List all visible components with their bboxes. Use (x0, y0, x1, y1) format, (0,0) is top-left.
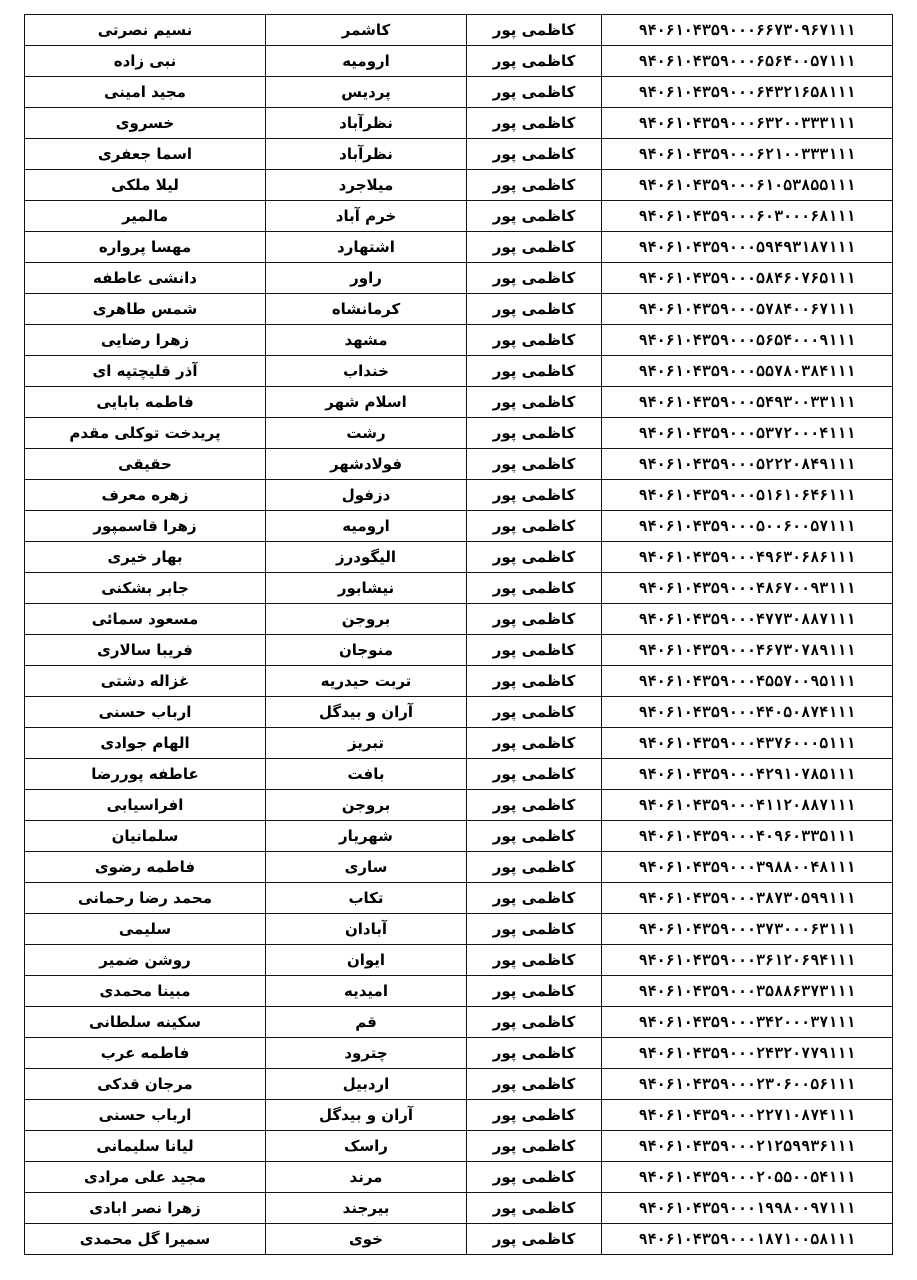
record-code: ۹۴۰۶۱۰۴۳۵۹۰۰۰۴۰۹۶۰۳۳۵۱۱۱ (602, 821, 893, 852)
person-name-cell: دانشی عاطفه (25, 263, 266, 294)
city-cell: الیگودرز (266, 542, 467, 573)
record-code: ۹۴۰۶۱۰۴۳۵۹۰۰۰۴۶۷۳۰۷۸۹۱۱۱ (602, 635, 893, 666)
city-cell: ارومیه (266, 511, 467, 542)
last-name-cell: کاظمی پور (467, 759, 602, 790)
last-name-cell: کاظمی پور (467, 945, 602, 976)
record-code: ۹۴۰۶۱۰۴۳۵۹۰۰۰۵۴۹۳۰۰۳۳۱۱۱ (602, 387, 893, 418)
person-name-cell: جابر بشکنی (25, 573, 266, 604)
city-cell: امیدیه (266, 976, 467, 1007)
person-name-cell: فاطمه بابایی (25, 387, 266, 418)
record-code: ۹۴۰۶۱۰۴۳۵۹۰۰۰۴۲۹۱۰۷۸۵۱۱۱ (602, 759, 893, 790)
person-name-cell: زهرا نصر ابادی (25, 1193, 266, 1224)
city-cell: اردبیل (266, 1069, 467, 1100)
table-row (25, 635, 893, 666)
record-code: ۹۴۰۶۱۰۴۳۵۹۰۰۰۶۶۷۳۰۹۶۷۱۱۱ (602, 15, 893, 46)
table-row (25, 170, 893, 201)
city-cell: قم (266, 1007, 467, 1038)
table-row (25, 883, 893, 914)
city-cell: نیشابور (266, 573, 467, 604)
last-name-cell: کاظمی پور (467, 1131, 602, 1162)
city-cell: خوی (266, 1224, 467, 1255)
table-row (25, 294, 893, 325)
person-name-cell: پریدخت توکلی مقدم (25, 418, 266, 449)
table-row (25, 325, 893, 356)
person-name-cell: الهام جوادی (25, 728, 266, 759)
record-code: ۹۴۰۶۱۰۴۳۵۹۰۰۰۱۹۹۸۰۰۹۷۱۱۱ (602, 1193, 893, 1224)
table-row (25, 232, 893, 263)
last-name-cell: کاظمی پور (467, 15, 602, 46)
city-cell: بافت (266, 759, 467, 790)
table-row (25, 976, 893, 1007)
person-name-cell: مسعود سمائی (25, 604, 266, 635)
person-name-cell: نبی زاده (25, 46, 266, 77)
table-row (25, 263, 893, 294)
record-code: ۹۴۰۶۱۰۴۳۵۹۰۰۰۴۵۵۷۰۰۹۵۱۱۱ (602, 666, 893, 697)
city-cell: تکاب (266, 883, 467, 914)
record-code: ۹۴۰۶۱۰۴۳۵۹۰۰۰۱۸۷۱۰۰۵۸۱۱۱ (602, 1224, 893, 1255)
last-name-cell: کاظمی پور (467, 139, 602, 170)
last-name-cell: کاظمی پور (467, 1007, 602, 1038)
table-row (25, 480, 893, 511)
records-table-body (25, 15, 893, 1255)
table-row (25, 728, 893, 759)
person-name-cell: لیلا ملکی (25, 170, 266, 201)
person-name-cell: خسروی (25, 108, 266, 139)
city-cell: رشت (266, 418, 467, 449)
record-code: ۹۴۰۶۱۰۴۳۵۹۰۰۰۵۳۷۲۰۰۰۴۱۱۱ (602, 418, 893, 449)
record-code: ۹۴۰۶۱۰۴۳۵۹۰۰۰۶۱۰۵۳۸۵۵۱۱۱ (602, 170, 893, 201)
last-name-cell: کاظمی پور (467, 976, 602, 1007)
person-name-cell: لیانا سلیمانی (25, 1131, 266, 1162)
city-cell: اشتهارد (266, 232, 467, 263)
last-name-cell: کاظمی پور (467, 1224, 602, 1255)
last-name-cell: کاظمی پور (467, 449, 602, 480)
record-code: ۹۴۰۶۱۰۴۳۵۹۰۰۰۶۰۳۰۰۰۶۸۱۱۱ (602, 201, 893, 232)
person-name-cell: زهرا قاسمپور (25, 511, 266, 542)
record-code: ۹۴۰۶۱۰۴۳۵۹۰۰۰۲۰۵۵۰۰۵۴۱۱۱ (602, 1162, 893, 1193)
table-row (25, 914, 893, 945)
table-row (25, 604, 893, 635)
city-cell: تبریز (266, 728, 467, 759)
person-name-cell: سکینه سلطانی (25, 1007, 266, 1038)
city-cell: خنداب (266, 356, 467, 387)
person-name-cell: روشن ضمیر (25, 945, 266, 976)
record-code: ۹۴۰۶۱۰۴۳۵۹۰۰۰۶۳۲۰۰۳۳۳۱۱۱ (602, 108, 893, 139)
city-cell: اسلام شهر (266, 387, 467, 418)
person-name-cell: زهره معرف (25, 480, 266, 511)
table-row (25, 697, 893, 728)
last-name-cell: کاظمی پور (467, 511, 602, 542)
city-cell: فولادشهر (266, 449, 467, 480)
record-code: ۹۴۰۶۱۰۴۳۵۹۰۰۰۳۴۲۰۰۰۳۷۱۱۱ (602, 1007, 893, 1038)
last-name-cell: کاظمی پور (467, 325, 602, 356)
city-cell: مرند (266, 1162, 467, 1193)
city-cell: منوجان (266, 635, 467, 666)
person-name-cell: زهرا رضایی (25, 325, 266, 356)
record-code: ۹۴۰۶۱۰۴۳۵۹۰۰۰۶۵۶۴۰۰۵۷۱۱۱ (602, 46, 893, 77)
table-row (25, 15, 893, 46)
city-cell: آران و بیدگل (266, 697, 467, 728)
table-row (25, 356, 893, 387)
last-name-cell: کاظمی پور (467, 387, 602, 418)
city-cell: میلاجرد (266, 170, 467, 201)
last-name-cell: کاظمی پور (467, 170, 602, 201)
last-name-cell: کاظمی پور (467, 46, 602, 77)
last-name-cell: کاظمی پور (467, 790, 602, 821)
city-cell: چترود (266, 1038, 467, 1069)
record-code: ۹۴۰۶۱۰۴۳۵۹۰۰۰۳۹۸۸۰۰۴۸۱۱۱ (602, 852, 893, 883)
table-row (25, 46, 893, 77)
table-row (25, 1007, 893, 1038)
record-code: ۹۴۰۶۱۰۴۳۵۹۰۰۰۶۴۳۲۱۶۵۸۱۱۱ (602, 77, 893, 108)
city-cell: راور (266, 263, 467, 294)
city-cell: بروجن (266, 790, 467, 821)
last-name-cell: کاظمی پور (467, 480, 602, 511)
city-cell: بیرجند (266, 1193, 467, 1224)
last-name-cell: کاظمی پور (467, 604, 602, 635)
table-row (25, 945, 893, 976)
record-code: ۹۴۰۶۱۰۴۳۵۹۰۰۰۵۲۲۲۰۸۴۹۱۱۱ (602, 449, 893, 480)
table-row (25, 418, 893, 449)
record-code: ۹۴۰۶۱۰۴۳۵۹۰۰۰۴۹۶۳۰۶۸۶۱۱۱ (602, 542, 893, 573)
record-code: ۹۴۰۶۱۰۴۳۵۹۰۰۰۳۷۳۰۰۰۶۳۱۱۱ (602, 914, 893, 945)
person-name-cell: فاطمه رضوی (25, 852, 266, 883)
table-row (25, 449, 893, 480)
last-name-cell: کاظمی پور (467, 635, 602, 666)
table-row (25, 1038, 893, 1069)
person-name-cell: مجید علی مرادی (25, 1162, 266, 1193)
record-code: ۹۴۰۶۱۰۴۳۵۹۰۰۰۴۸۶۷۰۰۹۳۱۱۱ (602, 573, 893, 604)
table-row (25, 139, 893, 170)
table-row (25, 821, 893, 852)
person-name-cell: فریبا سالاری (25, 635, 266, 666)
last-name-cell: کاظمی پور (467, 294, 602, 325)
city-cell: آران و بیدگل (266, 1100, 467, 1131)
person-name-cell: مرجان قدکی (25, 1069, 266, 1100)
last-name-cell: کاظمی پور (467, 728, 602, 759)
record-code: ۹۴۰۶۱۰۴۳۵۹۰۰۰۴۱۱۲۰۸۸۷۱۱۱ (602, 790, 893, 821)
person-name-cell: محمد رضا رحمانی (25, 883, 266, 914)
city-cell: شهریار (266, 821, 467, 852)
last-name-cell: کاظمی پور (467, 573, 602, 604)
record-code: ۹۴۰۶۱۰۴۳۵۹۰۰۰۴۴۰۵۰۸۷۴۱۱۱ (602, 697, 893, 728)
last-name-cell: کاظمی پور (467, 666, 602, 697)
table-row (25, 1193, 893, 1224)
last-name-cell: کاظمی پور (467, 418, 602, 449)
person-name-cell: غزاله دشتی (25, 666, 266, 697)
record-code: ۹۴۰۶۱۰۴۳۵۹۰۰۰۵۵۷۸۰۳۸۴۱۱۱ (602, 356, 893, 387)
last-name-cell: کاظمی پور (467, 263, 602, 294)
record-code: ۹۴۰۶۱۰۴۳۵۹۰۰۰۳۵۸۸۶۳۷۳۱۱۱ (602, 976, 893, 1007)
last-name-cell: کاظمی پور (467, 883, 602, 914)
record-code: ۹۴۰۶۱۰۴۳۵۹۰۰۰۵۶۵۴۰۰۰۹۱۱۱ (602, 325, 893, 356)
person-name-cell: سمیرا گل محمدی (25, 1224, 266, 1255)
city-cell: خرم آباد (266, 201, 467, 232)
last-name-cell: کاظمی پور (467, 852, 602, 883)
record-code: ۹۴۰۶۱۰۴۳۵۹۰۰۰۴۳۷۶۰۰۰۵۱۱۱ (602, 728, 893, 759)
record-code: ۹۴۰۶۱۰۴۳۵۹۰۰۰۲۲۷۱۰۸۷۴۱۱۱ (602, 1100, 893, 1131)
record-code: ۹۴۰۶۱۰۴۳۵۹۰۰۰۲۴۳۲۰۷۷۹۱۱۱ (602, 1038, 893, 1069)
person-name-cell: شمس طاهری (25, 294, 266, 325)
last-name-cell: کاظمی پور (467, 77, 602, 108)
table-row (25, 542, 893, 573)
table-row (25, 852, 893, 883)
record-code: ۹۴۰۶۱۰۴۳۵۹۰۰۰۵۱۶۱۰۶۴۶۱۱۱ (602, 480, 893, 511)
table-row (25, 573, 893, 604)
city-cell: راسک (266, 1131, 467, 1162)
person-name-cell: مهسا پرواره (25, 232, 266, 263)
person-name-cell: نسیم نصرتی (25, 15, 266, 46)
table-row (25, 759, 893, 790)
record-code: ۹۴۰۶۱۰۴۳۵۹۰۰۰۵۰۰۶۰۰۵۷۱۱۱ (602, 511, 893, 542)
last-name-cell: کاظمی پور (467, 1162, 602, 1193)
last-name-cell: کاظمی پور (467, 914, 602, 945)
person-name-cell: فاطمه عرب (25, 1038, 266, 1069)
table-row (25, 1069, 893, 1100)
person-name-cell: حقیقی (25, 449, 266, 480)
last-name-cell: کاظمی پور (467, 1193, 602, 1224)
person-name-cell: اسما جعفری (25, 139, 266, 170)
record-code: ۹۴۰۶۱۰۴۳۵۹۰۰۰۳۸۷۳۰۵۹۹۱۱۱ (602, 883, 893, 914)
person-name-cell: سلمانیان (25, 821, 266, 852)
record-code: ۹۴۰۶۱۰۴۳۵۹۰۰۰۵۹۴۹۳۱۸۷۱۱۱ (602, 232, 893, 263)
last-name-cell: کاظمی پور (467, 1069, 602, 1100)
last-name-cell: کاظمی پور (467, 821, 602, 852)
last-name-cell: کاظمی پور (467, 356, 602, 387)
person-name-cell: بهار خیری (25, 542, 266, 573)
last-name-cell: کاظمی پور (467, 108, 602, 139)
person-name-cell: عاطفه پوررضا (25, 759, 266, 790)
city-cell: نظرآباد (266, 139, 467, 170)
person-name-cell: سلیمی (25, 914, 266, 945)
record-code: ۹۴۰۶۱۰۴۳۵۹۰۰۰۴۷۷۳۰۸۸۷۱۱۱ (602, 604, 893, 635)
person-name-cell: مجید امینی (25, 77, 266, 108)
last-name-cell: کاظمی پور (467, 542, 602, 573)
table-row (25, 1162, 893, 1193)
last-name-cell: کاظمی پور (467, 201, 602, 232)
person-name-cell: آذر قلیچتپه ای (25, 356, 266, 387)
table-row (25, 387, 893, 418)
city-cell: کاشمر (266, 15, 467, 46)
city-cell: دزفول (266, 480, 467, 511)
table-row (25, 1100, 893, 1131)
person-name-cell: مالمیر (25, 201, 266, 232)
last-name-cell: کاظمی پور (467, 1038, 602, 1069)
city-cell: نظرآباد (266, 108, 467, 139)
city-cell: ارومیه (266, 46, 467, 77)
person-name-cell: افراسیابی (25, 790, 266, 821)
record-code: ۹۴۰۶۱۰۴۳۵۹۰۰۰۲۳۰۶۰۰۵۶۱۱۱ (602, 1069, 893, 1100)
last-name-cell: کاظمی پور (467, 232, 602, 263)
record-code: ۹۴۰۶۱۰۴۳۵۹۰۰۰۵۷۸۴۰۰۶۷۱۱۱ (602, 294, 893, 325)
table-row (25, 790, 893, 821)
person-name-cell: مبینا محمدی (25, 976, 266, 1007)
table-row (25, 511, 893, 542)
table-row (25, 108, 893, 139)
table-row (25, 1224, 893, 1255)
city-cell: ایوان (266, 945, 467, 976)
record-code: ۹۴۰۶۱۰۴۳۵۹۰۰۰۳۶۱۲۰۶۹۴۱۱۱ (602, 945, 893, 976)
city-cell: آبادان (266, 914, 467, 945)
record-code: ۹۴۰۶۱۰۴۳۵۹۰۰۰۵۸۴۶۰۷۶۵۱۱۱ (602, 263, 893, 294)
table-row (25, 201, 893, 232)
city-cell: تربت حیدریه (266, 666, 467, 697)
city-cell: مشهد (266, 325, 467, 356)
records-table (24, 14, 893, 1255)
table-row (25, 1131, 893, 1162)
city-cell: بروجن (266, 604, 467, 635)
table-row (25, 77, 893, 108)
person-name-cell: ارباب حسنی (25, 1100, 266, 1131)
last-name-cell: کاظمی پور (467, 697, 602, 728)
city-cell: ساری (266, 852, 467, 883)
record-code: ۹۴۰۶۱۰۴۳۵۹۰۰۰۲۱۲۵۹۹۳۶۱۱۱ (602, 1131, 893, 1162)
city-cell: کرمانشاه (266, 294, 467, 325)
last-name-cell: کاظمی پور (467, 1100, 602, 1131)
city-cell: پردیس (266, 77, 467, 108)
record-code: ۹۴۰۶۱۰۴۳۵۹۰۰۰۶۲۱۰۰۳۳۳۱۱۱ (602, 139, 893, 170)
table-row (25, 666, 893, 697)
person-name-cell: ارباب حسنی (25, 697, 266, 728)
